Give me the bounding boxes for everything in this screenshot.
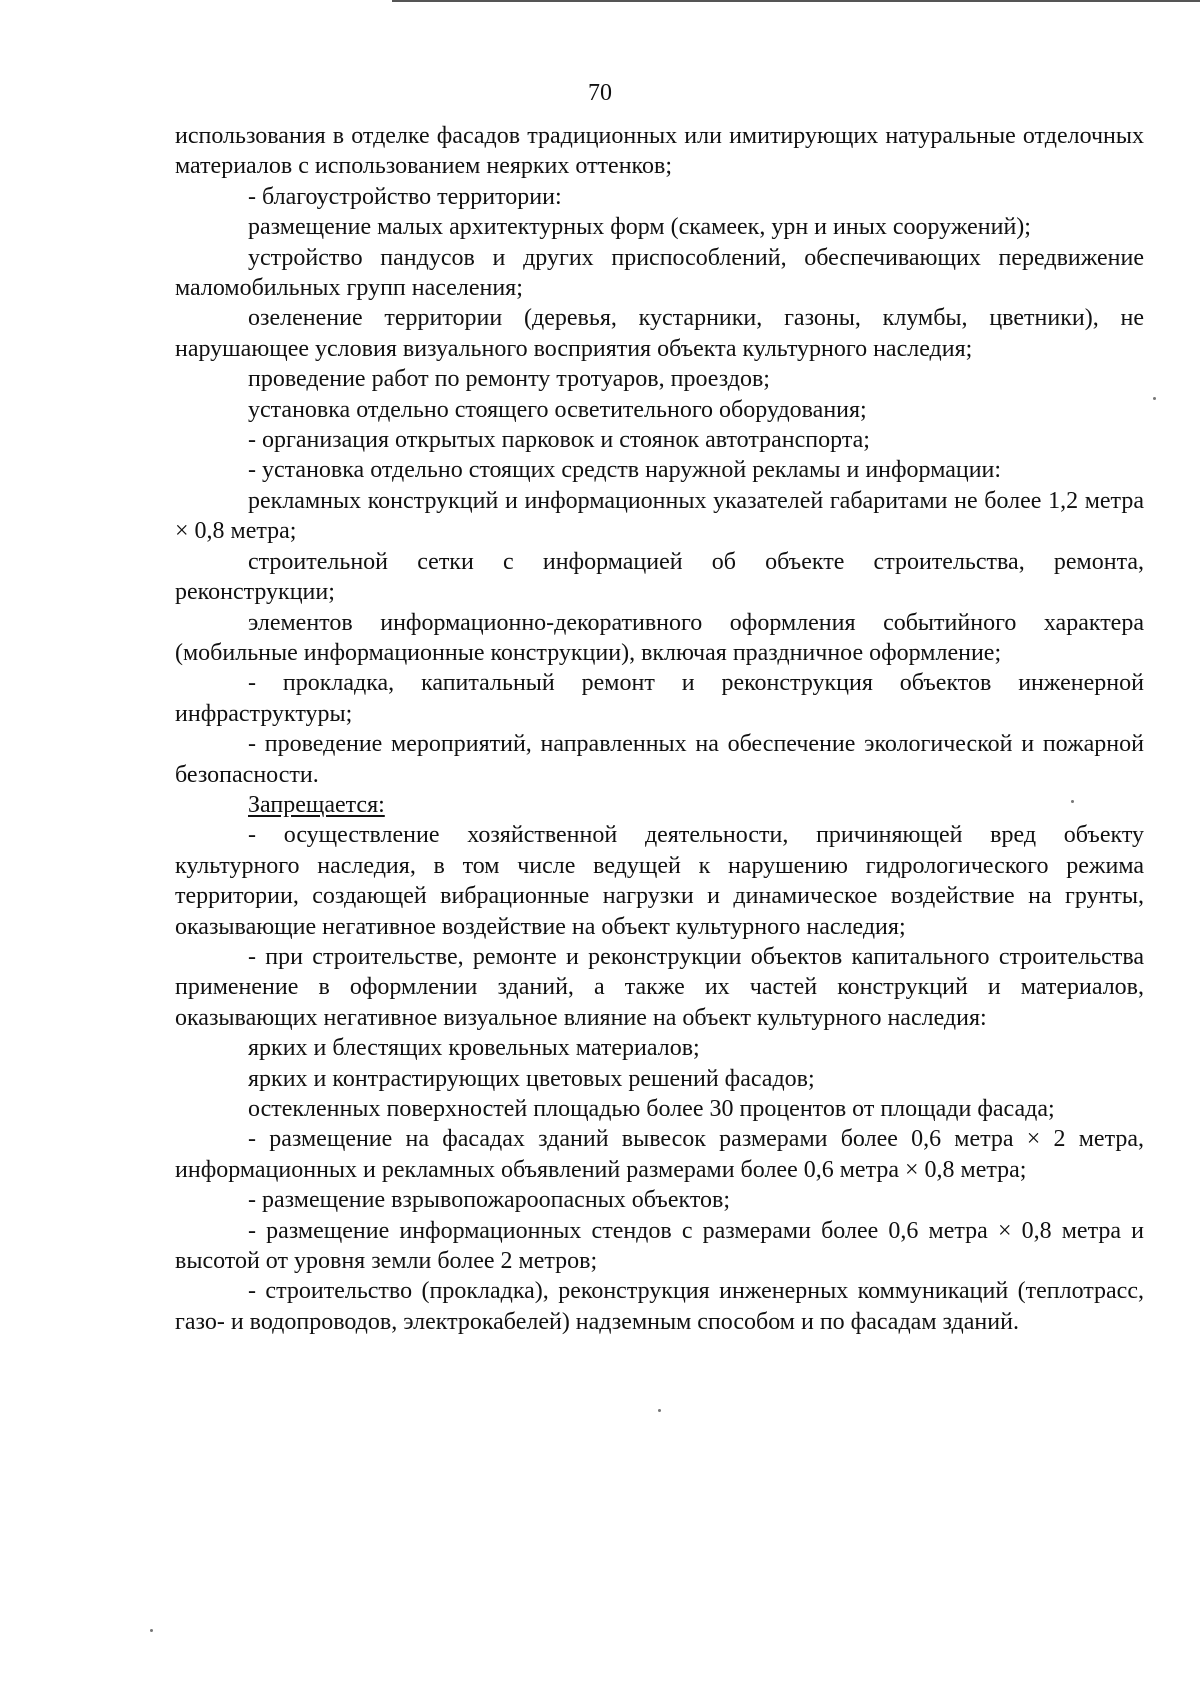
paragraph: ярких и контрастирующих цветовых решений фасадов; (248, 1065, 815, 1092)
paragraph: - прокладка, капитальный ремонт и реконструкция объектов инженерной инфраструктуры; (175, 670, 1144, 727)
scan-speck (658, 1409, 661, 1412)
paragraph: - строительство (прокладка), реконструкция инженерных коммуникаций (теплотрасс, газо- и водопроводов, электрокабелей) надземным способом и по фасадам зданий. (175, 1278, 1144, 1335)
paragraph: - организация открытых парковок и стоянок автотранспорта; (248, 427, 870, 454)
paragraph: устройство пандусов и других приспособлений, обеспечивающих передвижение маломобильных групп населения; (175, 244, 1144, 302)
paragraph: элементов информационно-декоративного оформления событийного характера (мобильные информационные конструкции), включая праздничное оформление; (175, 609, 1144, 666)
paragraph: ярких и блестящих кровельных материалов; (248, 1035, 700, 1062)
paragraph: строительной сетки с информацией об объекте строительства, ремонта, реконструкции; (175, 548, 1144, 606)
page-number: 70 (588, 80, 612, 106)
paragraph: установка отдельно стоящего осветительного оборудования; (248, 396, 867, 423)
paragraph: - установка отдельно стоящих средств наружной рекламы и информации: (248, 457, 1002, 484)
paragraph: - осуществление хозяйственной деятельности, причиняющей вред объекту культурного наследия, в том числе ведущей к нарушению гидрологического режима территории, создающей вибрационные нагрузки и динамическое воздействие на грунты, оказывающие негативное воздействие на объект культурного наследия; (175, 822, 1144, 940)
scan-speck (1153, 397, 1156, 400)
underlined-heading-text: Запрещается: (248, 791, 385, 818)
paragraph: - размещение информационных стендов с размерами более 0,6 метра × 0,8 метра и высотой от уровня земли более 2 метров; (175, 1217, 1144, 1275)
paragraph: рекламных конструкций и информационных указателей габаритами не более 1,2 метра × 0,8 метра; (175, 487, 1144, 545)
paragraph: проведение работ по ремонту тротуаров, проездов; (248, 366, 770, 393)
paragraph: - проведение мероприятий, направленных на обеспечение экологической и пожарной безопасности. (175, 731, 1144, 788)
paragraph: остекленных поверхностей площадью более 30 процентов от площади фасада; (248, 1096, 1055, 1122)
paragraph: - при строительстве, ремонте и реконструкции объектов капитального строительства применение в оформлении зданий, а также их частей конструкций и материалов, оказывающих негативное визуальное влияние на объект культурного наследия: (175, 943, 1144, 1031)
document-body (175, 121, 1144, 1337)
paragraph: размещение малых архитектурных форм (скамеек, урн и иных сооружений); (248, 214, 1031, 241)
paragraph: - размещение на фасадах зданий вывесок размерами более 0,6 метра × 2 метра, информационных и рекламных объявлений размерами более 0,6 метра × 0,8 метра; (175, 1126, 1144, 1183)
paragraph: - размещение взрывопожароопасных объектов; (248, 1187, 730, 1214)
paragraph: - благоустройство территории: (248, 183, 562, 210)
scan-speck (150, 1629, 153, 1632)
paragraph: озеленение территории (деревья, кустарники, газоны, клумбы, цветники), не нарушающее условия визуального восприятия объекта культурного наследия; (175, 305, 1144, 362)
top-rule-line (392, 0, 1200, 2)
paragraph: использования в отделке фасадов традиционных или имитирующих натуральные отделочных материалов с использованием неярких оттенков; (175, 123, 1144, 180)
scan-speck (1071, 800, 1074, 803)
section-heading-prohibited (175, 790, 1144, 820)
